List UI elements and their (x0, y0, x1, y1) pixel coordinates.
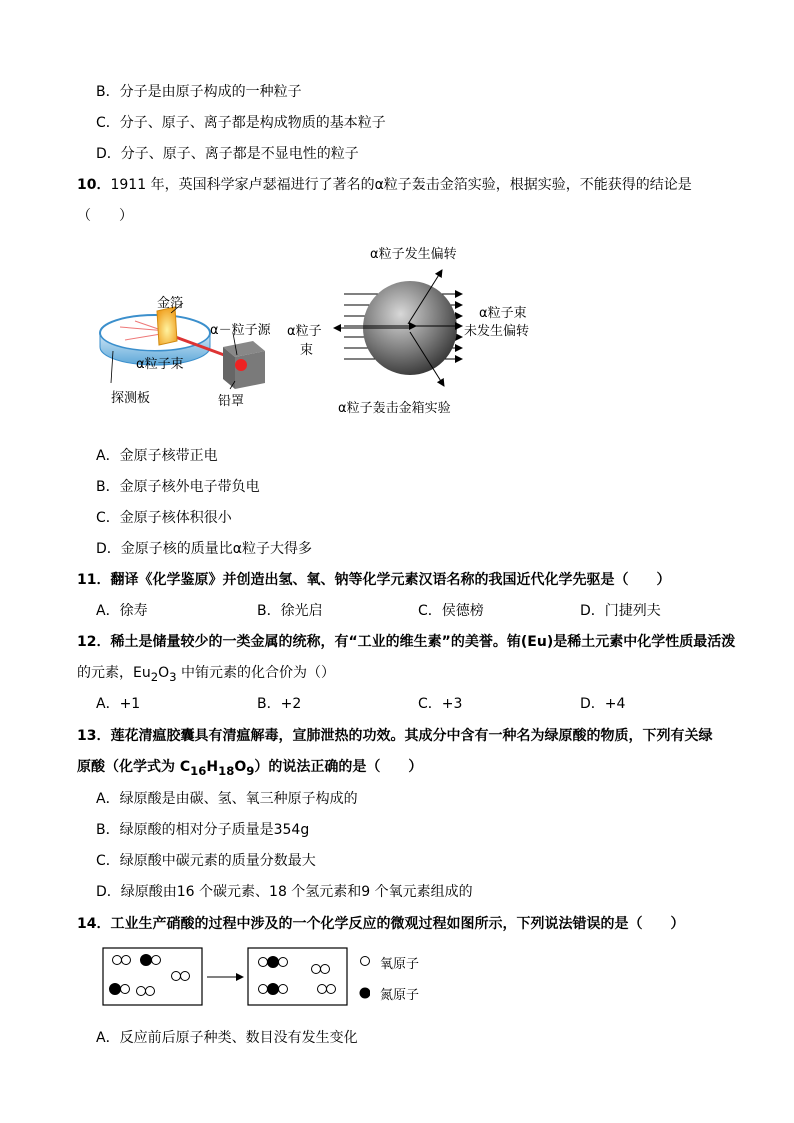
figure-caption: α粒子轰击金箱实验 (338, 401, 451, 416)
q10-option-c: C．金原子核体积很小 (96, 510, 232, 526)
q13-number: 13． (77, 728, 111, 744)
q12-stem-line2 (77, 663, 335, 687)
q12-option-c: C．+3 (418, 696, 463, 712)
label-alpha-beam: α粒子束 (136, 357, 184, 372)
q11-number: 11． (77, 572, 111, 588)
q12-text-2a: 的元素，Eu (77, 665, 151, 681)
q12-option-d: D．+4 (580, 696, 626, 712)
q9-option-b: B．分子是由原子构成的一种粒子 (96, 84, 302, 100)
q12-option-a: A．+1 (96, 696, 141, 712)
legend-nitrogen-icon (360, 988, 371, 999)
reaction-microscopic-figure (100, 945, 370, 1010)
q13-text-2b: ）的说法正确的是（ ） (254, 759, 423, 775)
q11-options-row (0, 601, 794, 621)
legend-oxygen-icon (361, 957, 370, 966)
q11-option-b: B．徐光启 (257, 603, 323, 619)
label-no-deflect-2: 未发生偏转 (464, 324, 530, 339)
atom-scattering-figure (330, 262, 480, 392)
q12-option-b: B．+2 (257, 696, 302, 712)
q10-stem (77, 175, 692, 195)
q14-option-a: A．反应前后原子种类、数目没有发生变化 (96, 1030, 358, 1046)
q13-sub-c: 16 (190, 763, 207, 778)
label-alpha-source: α－粒子源 (210, 323, 271, 338)
label-detector: 探测板 (111, 391, 151, 406)
q13-text-2a: 原酸（化学式为 C (77, 759, 191, 775)
q13-option-c: C．绿原酸中碳元素的质量分数最大 (96, 853, 316, 869)
alpha-source-icon (235, 359, 247, 371)
q12-text-1: 稀土是储量较少的一类金属的统称，有“工业的维生素”的美誉。铕(Eu)是稀土元素中化学性质最活泼 (110, 634, 736, 650)
q13-text-1: 莲花清瘟胶囊具有清瘟解毒，宣肺泄热的功效。其成分中含有一种名为绿原酸的物质，下列有关绿 (110, 728, 713, 744)
q13-option-b: B．绿原酸的相对分子质量是354g (96, 822, 310, 838)
label-no-deflect-1: α粒子束 (479, 306, 527, 321)
legend-nitrogen-label: 氮原子 (380, 988, 420, 1003)
q11-stem (77, 570, 670, 590)
q12-stem-line1 (77, 632, 735, 652)
q12-number: 12． (77, 634, 111, 650)
q10-number: 10． (77, 177, 111, 193)
label-gold-foil: 金箔 (157, 296, 184, 311)
legend-oxygen-label: 氧原子 (380, 957, 420, 972)
q10-option-a: A．金原子核带正电 (96, 448, 218, 464)
q13-sub-h: 18 (218, 763, 235, 778)
q13-stem-line1 (77, 726, 712, 746)
q9-option-c: C．分子、原子、离子都是构成物质的基本粒子 (96, 115, 386, 131)
q13-option-a: A．绿原酸是由碳、氢、氧三种原子构成的 (96, 791, 358, 807)
q10-paren: （ ） (77, 208, 133, 224)
label-beam-left-2: 束 (300, 343, 314, 358)
product-molecules (259, 957, 336, 995)
q14-text: 工业生产硝酸的过程中涉及的一个化学反应的微观过程如图所示，下列说法错误的是（ ） (110, 916, 685, 932)
q10-option-b: B．金原子核外电子带负电 (96, 479, 260, 495)
q9-option-d: D．分子、原子、离子都是不显电性的粒子 (96, 146, 359, 162)
q12-options-row (0, 694, 794, 714)
q12-text-2c: 中铕元素的化合价为（） (176, 665, 336, 681)
q11-text: 翻译《化学鉴原》并创造出氢、氧、钠等化学元素汉语名称的我国近代化学先驱是（ ） (110, 572, 671, 588)
label-deflect: α粒子发生偏转 (370, 247, 457, 262)
reactant-molecules (110, 955, 190, 996)
q10-text: 1911 年，英国科学家卢瑟福进行了著名的α粒子轰击金箔实验，根据实验，不能获得的结论是 (110, 177, 692, 193)
q14-stem (77, 914, 684, 934)
label-beam-left-1: α粒子 (287, 324, 322, 339)
q13-stem-line2 (77, 757, 422, 781)
q12-sub-2: 3 (169, 669, 177, 684)
q13-option-d: D．绿原酸由16 个碳元素、18 个氢元素和9 个氧元素组成的 (96, 884, 473, 900)
q11-option-c: C．侯德榜 (418, 603, 484, 619)
q11-option-a: A．徐寿 (96, 603, 148, 619)
q13-h: H (206, 759, 219, 775)
label-lead-box: 铅罩 (218, 394, 245, 409)
q13-o: O (234, 759, 247, 775)
q10-option-d: D．金原子核的质量比α粒子大得多 (96, 541, 313, 557)
q13-sub-o: 9 (246, 763, 255, 778)
q11-option-d: D．门捷列夫 (580, 603, 661, 619)
q14-number: 14． (77, 916, 111, 932)
q12-sub-1: 2 (150, 669, 159, 684)
products-box (248, 948, 347, 1005)
q12-text-2b: O (158, 665, 170, 681)
